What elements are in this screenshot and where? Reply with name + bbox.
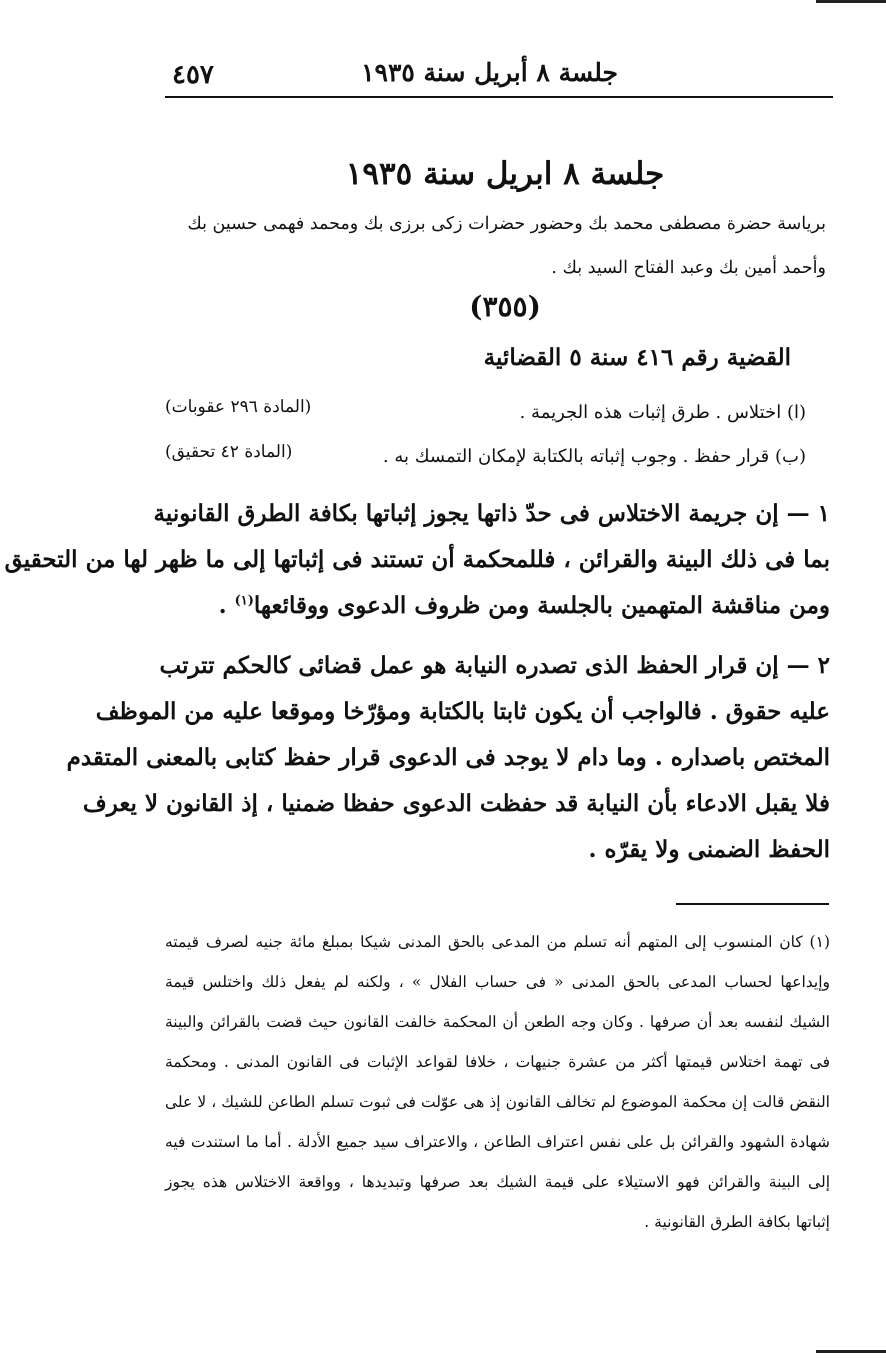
footnote-line: الشيك لنفسه بعد أن صرفها . وكان وجه الطعن أن المحكمة خالفت القانون حيث قضت بالقرائن والبينة [165,1013,830,1031]
body-line: الحفظ الضمنى ولا يقرّه . [588,836,830,863]
article-reference-a: (المادة ٢٩٦ عقوبات) [165,397,312,417]
body-text: ومن مناقشة المتهمين بالجلسة ومن ظروف الدعوى ووقائعها [253,592,830,619]
body-line: المختص باصداره . وما دام لا يوجد فى الدعوى قرار حفظ كتابى بالمعنى المتقدم [66,744,830,771]
article-reference-b: (المادة ٤٢ تحقيق) [165,442,293,462]
body-line: ١ — إن جريمة الاختلاس فى حدّ ذاتها يجوز إثباتها بكافة الطرق القانونية [153,500,830,527]
footnote-line: فى تهمة اختلاس قيمتها أكثر من عشرة جنيهات ، خلافا لقواعد الإثبات فى القانون المدنى . ومحكمة [165,1053,830,1071]
footnote-line: إلى البينة والقرائن فهو الاستيلاء على قيمة الشيك بعد صرفها وتبديدها ، وواقعة الاختلاس هذه يجوز [165,1173,830,1191]
case-title: القضية رقم ٤١٦ سنة ٥ القضائية [483,344,791,371]
headnote-a: (ا) اختلاس . طرق إثبات هذه الجريمة . [519,402,806,423]
presidency-line: وأحمد أمين بك وعبد الفتاح السيد بك . [551,258,826,278]
session-title: جلسة ٨ ابريل سنة ١٩٣٥ [345,156,665,192]
running-head: جلسة ٨ أبريل سنة ١٩٣٥ [361,58,618,87]
footnote-line: شهادة الشهود والقرائن بل على نفس اعتراف الطاعن ، والاعتراف سيد جميع الأدلة . أما ما استندت فيه [165,1133,830,1151]
body-line: فلا يقبل الادعاء بأن النيابة قد حفظت الدعوى حفظا ضمنيا ، إذ القانون لا يعرف [82,790,830,817]
headnote-b: (ب) قرار حفظ . وجوب إثباته بالكتابة لإمكان التمسك به . [382,446,806,467]
footnote-line: إثباتها بكافة الطرق القانونية . [644,1213,830,1231]
footnote-line: وإيداعها لحساب المدعى بالحق المدنى « فى حساب الفلال » ، ولكنه لم يفعل ذلك واختلس قيمة [165,973,830,991]
body-line: عليه حقوق . فالواجب أن يكون ثابتا بالكتابة ومؤرّخا وموقعا عليه من الموظف [95,698,830,725]
body-text: . [218,592,235,619]
presidency-line: برياسة حضرة مصطفى محمد بك وحضور حضرات زكى برزى بك ومحمد فهمى حسين بك [187,214,826,234]
footnote-rule [676,903,829,905]
body-line: بما فى ذلك البينة والقرائن ، فللمحكمة أن تستند فى إثباتها إلى ما ظهر لها من التحقيق [4,546,830,573]
footnote-marker: (١) [234,593,254,609]
header-rule [165,96,833,98]
body-line-with-footnote [219,592,830,619]
footnote-line: النقض قالت إن محكمة الموضوع لم تخالف القانون إذ هى عوّلت فى ثبوت تسلم الطاعن للشيك ، لا على [165,1093,830,1111]
scan-edge-top [816,0,886,3]
scan-edge-bottom [816,1350,886,1353]
page-number: ٤٥٧ [172,60,214,90]
body-line: ٢ — إن قرار الحفظ الذى تصدره النيابة هو عمل قضائى كالحكم تترتب [159,652,830,679]
footnote-line: (١) كان المنسوب إلى المتهم أنه تسلم من المدعى بالحق المدنى شيكا بمبلغ مائة جنيه لصرف قيمته [165,933,830,951]
case-serial-number: (٣٥٥) [469,290,541,323]
